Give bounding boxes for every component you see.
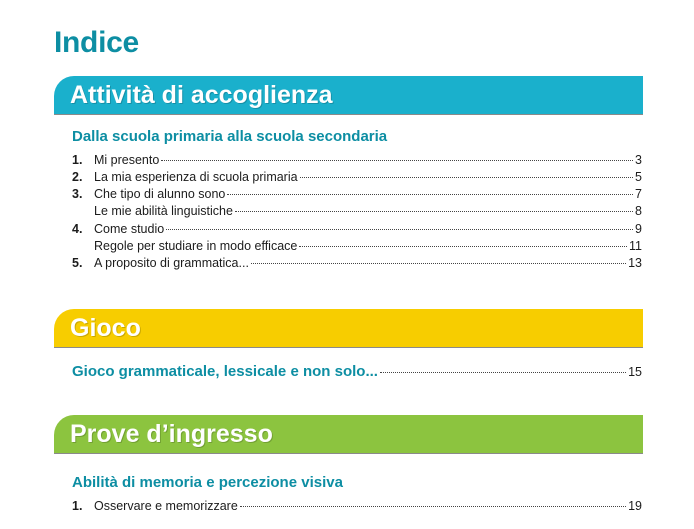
entry-page: 9 [635, 222, 642, 236]
entry-number: 4. [72, 222, 83, 236]
toc-entry[interactable] [72, 256, 642, 273]
entry-label: Mi presento [94, 153, 160, 167]
dot-leader [161, 160, 633, 161]
dot-leader [235, 211, 633, 212]
entry-number: 1. [72, 499, 83, 513]
section-banner-prove-ingresso: Prove d’ingresso [54, 415, 643, 453]
entry-label: Gioco grammaticale, lessicale e non solo... [72, 363, 378, 380]
entry-page: 5 [635, 170, 642, 184]
section-divider [54, 347, 643, 348]
toc-entry[interactable] [72, 222, 642, 239]
entry-page: 15 [628, 365, 642, 379]
toc-entry[interactable] [72, 187, 642, 204]
entry-page: 3 [635, 153, 642, 167]
dot-leader [166, 229, 633, 230]
dot-leader [251, 263, 626, 264]
section-divider [54, 114, 643, 115]
entry-page: 11 [629, 239, 642, 253]
entry-number: 1. [72, 153, 83, 167]
entry-number: 3. [72, 187, 83, 201]
subsection-heading: Abilità di memoria e percezione visiva [72, 474, 343, 491]
section-banner-gioco: Gioco [54, 309, 643, 347]
toc-entry[interactable] [72, 204, 642, 221]
entry-label: Le mie abilità linguistiche [94, 204, 233, 218]
entry-page: 19 [628, 499, 642, 513]
entry-number: 2. [72, 170, 83, 184]
subsection-heading: Dalla scuola primaria alla scuola secondaria [72, 128, 388, 145]
dot-leader [380, 372, 626, 373]
section-banner-accoglienza: Attività di accoglienza [54, 76, 643, 114]
toc-entry[interactable] [72, 363, 642, 380]
dot-leader [227, 194, 633, 195]
entry-label: Come studio [94, 222, 165, 236]
toc-entry[interactable] [72, 239, 642, 256]
entry-page: 13 [628, 256, 642, 270]
entry-page: 8 [635, 204, 642, 218]
entry-label: Regole per studiare in modo efficace [94, 239, 298, 253]
entry-label: A proposito di grammatica... [94, 256, 249, 270]
dot-leader [300, 177, 633, 178]
entry-label: Che tipo di alunno sono [94, 187, 226, 201]
dot-leader [299, 246, 627, 247]
toc-entry[interactable] [72, 499, 642, 516]
toc-entry[interactable] [72, 170, 642, 187]
toc-entry[interactable] [72, 153, 642, 170]
entry-label: La mia esperienza di scuola primaria [94, 170, 298, 184]
entry-number: 5. [72, 256, 83, 270]
page-title: Indice [54, 26, 139, 59]
dot-leader [240, 506, 626, 507]
entry-page: 7 [635, 187, 642, 201]
section-divider [54, 453, 643, 454]
entry-label: Osservare e memorizzare [94, 499, 238, 513]
